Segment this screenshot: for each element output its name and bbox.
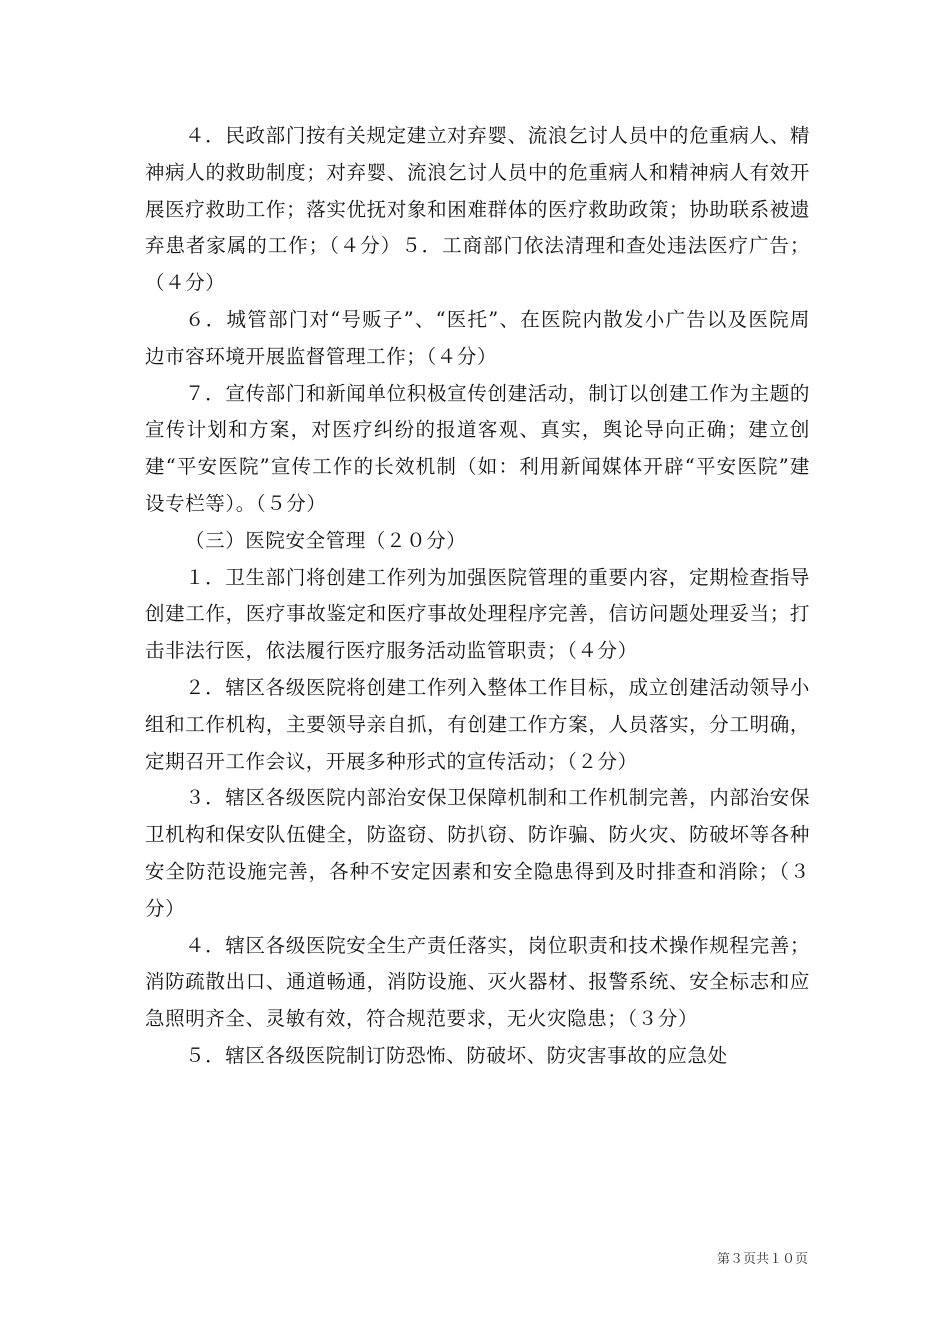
paragraph-production-safety: ４．辖区各级医院安全生产责任落实，岗位职责和技术操作规程完善；消防疏散出口、通道畅通，消防设施、灭火器材、报警系统、安全标志和应急照明齐全、灵敏有效，符合规范要求，无火灾隐患；（３分） [145, 933, 810, 1031]
paragraph-publicity: ７．宣传部门和新闻单位积极宣传创建活动，制订以创建工作为主题的宣传计划和方案，对医疗纠纷的报道客观、真实，舆论导向正确；建立创建“平安医院”宣传工作的长效机制（如：利用新闻媒体开辟“平安医院”建设专栏等）。（５分） [145, 381, 810, 515]
paragraph-health-department: １．卫生部门将创建工作列为加强医院管理的重要内容，定期检查指导创建工作，医疗事故鉴定和医疗事故处理程序完善，信访问题处理妥当；打击非法行医，依法履行医疗服务活动监管职责；（４分） [145, 565, 810, 663]
paragraph-hospital-work-goals: ２．辖区各级医院将创建工作列入整体工作目标，成立创建活动领导小组和工作机构，主要领导亲自抓，有创建工作方案，人员落实，分工明确，定期召开工作会议，开展多种形式的宣传活动；（２分） [145, 675, 810, 773]
paragraph-civil-affairs: ４．民政部门按有关规定建立对弃婴、流浪乞讨人员中的危重病人、精神病人的救助制度；对弃婴、流浪乞讨人员中的危重病人和精神病人有效开展医疗救助工作；落实优抚对象和困难群体的医疗救助政策；协助联系被遗弃患者家属的工作；（４分）５．工商部门依法清理和查处违法医疗广告；（４分） [145, 124, 810, 295]
page-number: 第３页共１０页 [716, 1252, 808, 1267]
paragraph-emergency-plan: ５．辖区各级医院制订防恐怖、防破坏、防灾害事故的应急处 [185, 1043, 728, 1067]
document-body [145, 118, 810, 1075]
section-heading-hospital-safety: （三）医院安全管理（２０分） [185, 528, 467, 552]
paragraph-internal-security: ３．辖区各级医院内部治安保卫保障机制和工作机制完善，内部治安保卫机构和保安队伍健全，防盗窃、防扒窃、防诈骗、防火灾、防破坏等各种安全防范设施完善，各种不安定因素和安全隐患得到及时排查和消除；（３分） [145, 786, 810, 920]
paragraph-urban-management: ６．城管部门对“号贩子”、“医托”、在医院内散发小广告以及医院周边市容环境开展监督管理工作；（４分） [145, 307, 810, 368]
